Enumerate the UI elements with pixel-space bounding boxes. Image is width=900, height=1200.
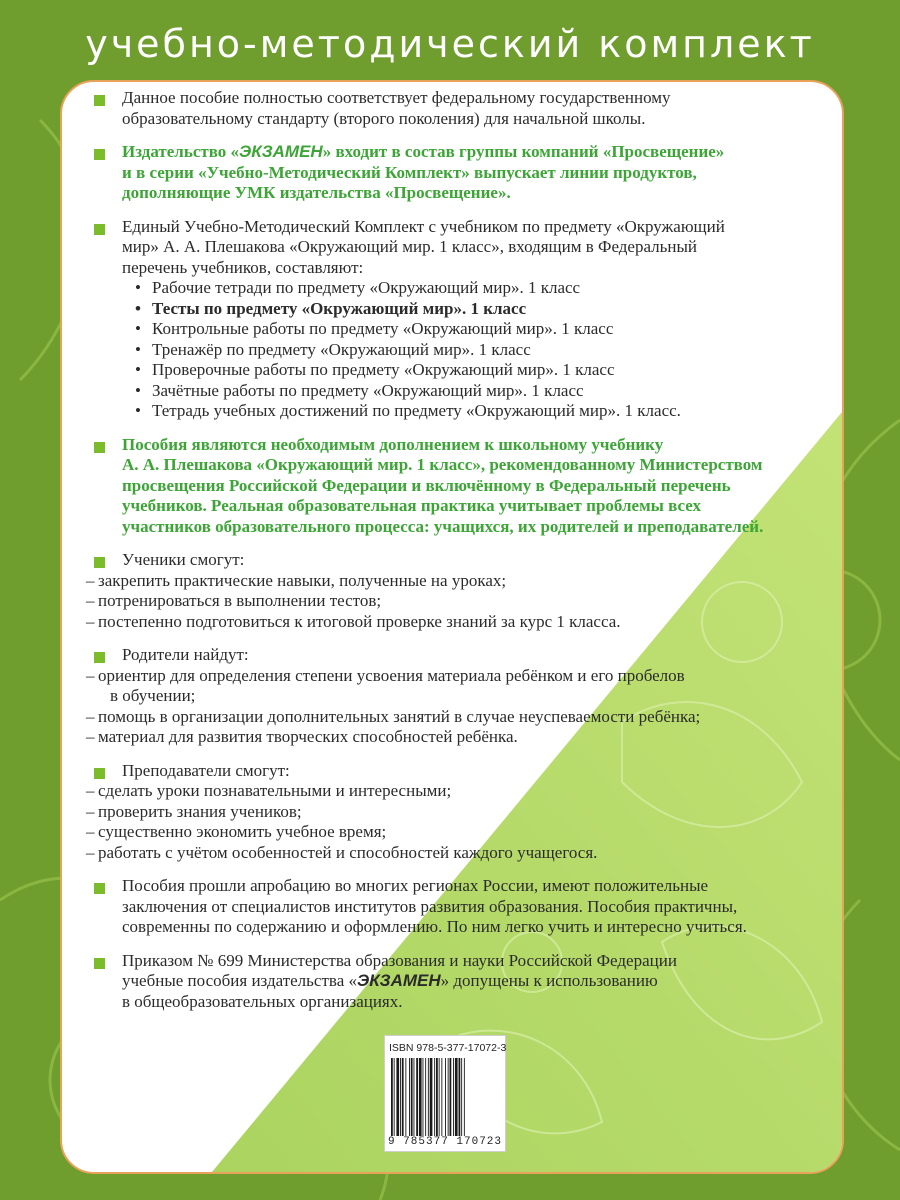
section-heading: Ученики смогут:	[122, 550, 245, 569]
square-bullet-icon	[94, 883, 105, 894]
paragraph-line: мир» А. А. Плешакова «Окружающий мир. 1 класс», входящим в Федеральный	[122, 237, 698, 256]
list-item: • Тетрадь учебных достижений по предмету «Окружающий мир». 1 класс.	[135, 401, 826, 422]
list-item: • Контрольные работы по предмету «Окружающий мир». 1 класс	[135, 319, 826, 340]
paragraph-line: заключения от специалистов институтов развития образования. Пособия практичны,	[122, 896, 738, 916]
list-item: • Тесты по предмету «Окружающий мир». 1 класс	[135, 299, 826, 320]
paragraph-line: перечень учебников, составляют:	[122, 257, 364, 277]
list-item-continuation: в обучении;	[110, 686, 196, 705]
section-publisher	[86, 142, 826, 204]
paragraph-line: в общеобразовательных организациях.	[122, 991, 403, 1011]
square-bullet-icon	[94, 224, 105, 235]
paragraph-line: Данное пособие полностью соответствует федеральному государственному	[122, 88, 671, 107]
square-bullet-icon	[94, 442, 105, 453]
section-teachers	[86, 761, 826, 864]
parents-list	[86, 666, 790, 748]
section-kit	[86, 217, 826, 422]
paragraph-line: А. А. Плешакова «Окружающий мир. 1 класс», рекомендованному Министерством	[122, 455, 763, 474]
isbn-label: ISBN 978-5-377-17072-3	[389, 1042, 507, 1054]
paragraph-line: и в серии «Учебно-Методический Комплект» выпускает линии продуктов,	[122, 162, 697, 182]
list-item: – постепенно подготовиться к итоговой проверке знаний за курс 1 класса.	[86, 612, 790, 633]
list-item: • Тренажёр по предмету «Окружающий мир». 1 класс	[135, 340, 826, 361]
paragraph-line: участников образовательного процесса: учащихся, их родителей и преподавателей.	[122, 516, 764, 536]
section-heading: Родители найдут:	[122, 645, 249, 664]
content-card	[60, 80, 844, 1174]
section-supplement	[86, 435, 826, 538]
square-bullet-icon	[94, 958, 105, 969]
text-part: » входит в состав группы компаний «Просвещение»	[322, 142, 725, 161]
paragraph-line	[122, 142, 826, 163]
square-bullet-icon	[94, 557, 105, 568]
teachers-list	[86, 781, 790, 863]
list-item: – проверить знания учеников;	[86, 802, 790, 823]
list-item: – закрепить практические навыки, полученные на уроках;	[86, 571, 790, 592]
page-title: учебно-методический комплект	[85, 22, 815, 66]
paragraph-line: дополняющие УМК издательства «Просвещение».	[122, 183, 511, 202]
list-item: • Зачётные работы по предмету «Окружающий мир». 1 класс	[135, 381, 826, 402]
list-item: – сделать уроки познавательными и интересными;	[86, 781, 790, 802]
students-list	[86, 571, 790, 633]
paragraph-line: современны по содержанию и оформлению. По ним легко учить и интересно учиться.	[122, 917, 747, 936]
section-order	[86, 951, 826, 1013]
section-standard	[86, 88, 826, 129]
paragraph-line: Пособия прошли апробацию во многих регионах России, имеют положительные	[122, 876, 709, 895]
list-item: – помощь в организации дополнительных занятий в случае неуспеваемости ребёнка;	[86, 707, 790, 728]
list-item: • Проверочные работы по предмету «Окружающий мир». 1 класс	[135, 360, 826, 381]
paragraph-line: образовательному стандарту (второго поколения) для начальной школы.	[122, 108, 646, 128]
text-part: Издательство «	[122, 142, 240, 161]
brand-name: ЭКЗАМЕН	[239, 142, 323, 161]
list-item: – ориентир для определения степени усвоения материала ребёнком и его пробелов	[86, 666, 790, 687]
list-item: – материал для развития творческих способностей ребёнка.	[86, 727, 790, 748]
paragraph-line: Приказом № 699 Министерства образования и науки Российской Федерации	[122, 950, 677, 970]
paragraph-line	[122, 971, 826, 992]
square-bullet-icon	[94, 95, 105, 106]
paragraph-line: просвещения Российской Федерации и включённому в Федеральный перечень	[122, 475, 731, 495]
list-item: – работать с учётом особенностей и способностей каждого учащегося.	[86, 843, 790, 864]
text-part: » допущены к использованию	[440, 971, 658, 990]
square-bullet-icon	[94, 149, 105, 160]
section-parents	[86, 645, 826, 748]
brand-name: ЭКЗАМЕН	[357, 971, 441, 990]
paragraph-line: Единый Учебно-Методический Комплект с учебником по предмету «Окружающий	[122, 216, 725, 236]
barcode-icon	[389, 1058, 501, 1136]
paragraph-line: Пособия являются необходимым дополнением к школьному учебнику	[122, 434, 664, 454]
barcode-digits: 9 785377 170723	[387, 1136, 503, 1148]
isbn-barcode-block	[384, 1035, 506, 1152]
text-part: учебные пособия издательства «	[122, 971, 357, 990]
kit-list	[122, 278, 826, 422]
section-approbation	[86, 876, 826, 938]
section-students	[86, 550, 826, 632]
square-bullet-icon	[94, 768, 105, 779]
list-item: • Рабочие тетради по предмету «Окружающий мир». 1 класс	[135, 278, 826, 299]
square-bullet-icon	[94, 652, 105, 663]
content	[86, 88, 826, 1025]
list-item: – потренироваться в выполнении тестов;	[86, 591, 790, 612]
section-heading: Преподаватели смогут:	[122, 760, 290, 780]
paragraph-line: учебников. Реальная образовательная практика учитывает проблемы всех	[122, 496, 702, 515]
list-item: – существенно экономить учебное время;	[86, 822, 790, 843]
